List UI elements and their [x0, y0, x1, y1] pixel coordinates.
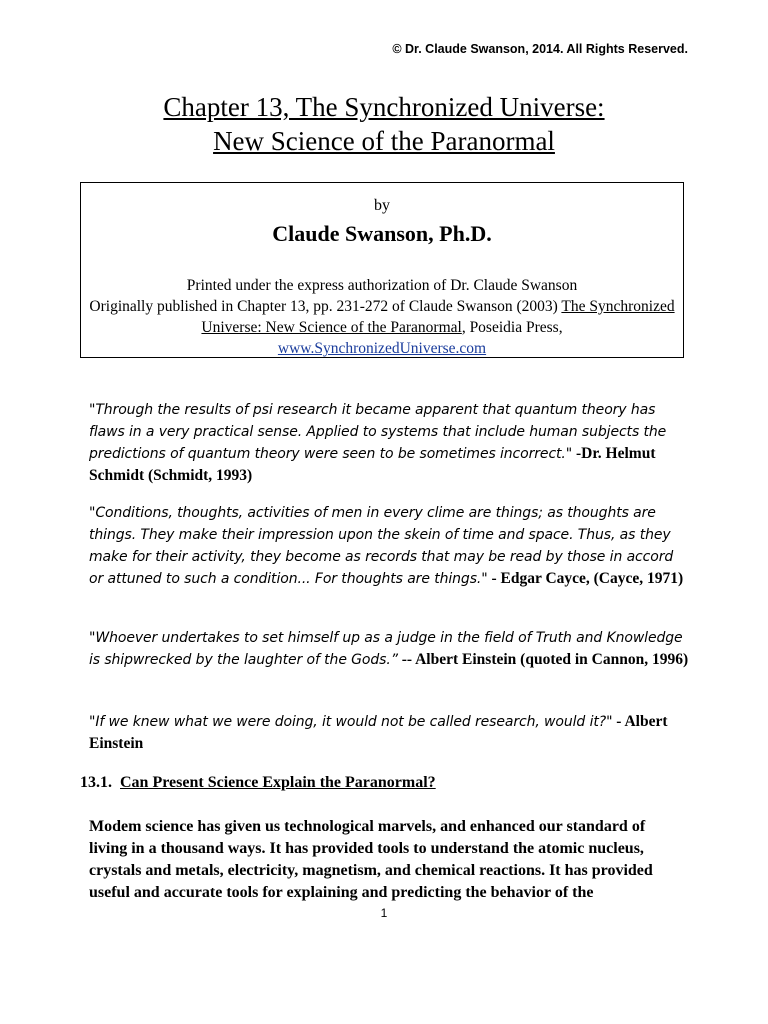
- original-publication: [81, 296, 683, 338]
- quote-text: "Whoever undertakes to set himself up as a judge in the field of Truth and Knowledge is shipwrecked by the laughter of the Gods.”: [89, 630, 683, 668]
- printed-authorization: Printed under the express authorization of Dr. Claude Swanson: [186, 277, 578, 294]
- section-title: Can Present Science Explain the Paranormal?: [120, 774, 436, 791]
- quote-attribution: -- Albert Einstein (quoted in Cannon, 1996): [397, 651, 689, 668]
- quote-attribution: - Albert Einstein: [89, 713, 668, 752]
- section-number: 13.1.: [80, 774, 112, 791]
- publisher: , Poseidia Press,: [461, 319, 563, 336]
- copyright-notice: © Dr. Claude Swanson, 2014. All Rights Reserved.: [392, 42, 688, 56]
- chapter-title-line-1: Chapter 13, The Synchronized Universe:: [163, 92, 605, 122]
- quote-cayce: [89, 502, 689, 590]
- byline-box: [80, 182, 684, 358]
- quote-text: "Conditions, thoughts, activities of men in every clime are things; as thoughts are things. They make their impression upon the skein of time and space. Thus, as they make for their activity, they become as records that may be read by those in accord or attuned to such a condition... For thoughts are things.": [89, 505, 674, 587]
- original-prefix: Originally published in: [89, 298, 234, 315]
- chapter-title-line-2: New Science of the Paranormal: [213, 126, 555, 156]
- author-name: Claude Swanson, Ph.D.: [272, 221, 492, 246]
- quote-text: "If we knew what we were doing, it would not be called research, would it?": [89, 714, 613, 730]
- original-chapter-ref: Chapter 13, pp. 231-272 of Claude Swanson (2003): [233, 298, 562, 315]
- by-label: by: [374, 197, 390, 214]
- quote-einstein-truth: [89, 627, 689, 671]
- quote-einstein-research: [89, 711, 689, 755]
- quote-attribution: - Edgar Cayce, (Cayce, 1971): [487, 570, 684, 587]
- section-heading: [80, 774, 436, 792]
- publication-info: [81, 275, 683, 359]
- quote-attribution: -Dr. Helmut Schmidt (Schmidt, 1993): [89, 445, 656, 484]
- body-paragraph: Modem science has given us technological marvels, and enhanced our standard of living in a thousand ways. It has provided tools to understand the atomic nucleus, crystals and metals, electricity, magnetism, and chemical reactions. It has provided useful and accurate tools for explaining and predicting the behavior of the: [89, 818, 653, 901]
- quote-text: "Through the results of psi research it became apparent that quantum theory has flaws in a very practical sense. Applied to systems that include human subjects the predictions of quantum theory were seen to be sometimes incorrect.": [89, 402, 667, 462]
- chapter-title: [0, 90, 768, 158]
- quote-schmidt: [89, 399, 689, 487]
- website-link[interactable]: www.SynchronizedUniverse.com: [277, 340, 487, 357]
- page-number: 1: [380, 906, 388, 920]
- book-title-link: The Synchronized Universe: New Science of the Paranormal: [201, 298, 675, 336]
